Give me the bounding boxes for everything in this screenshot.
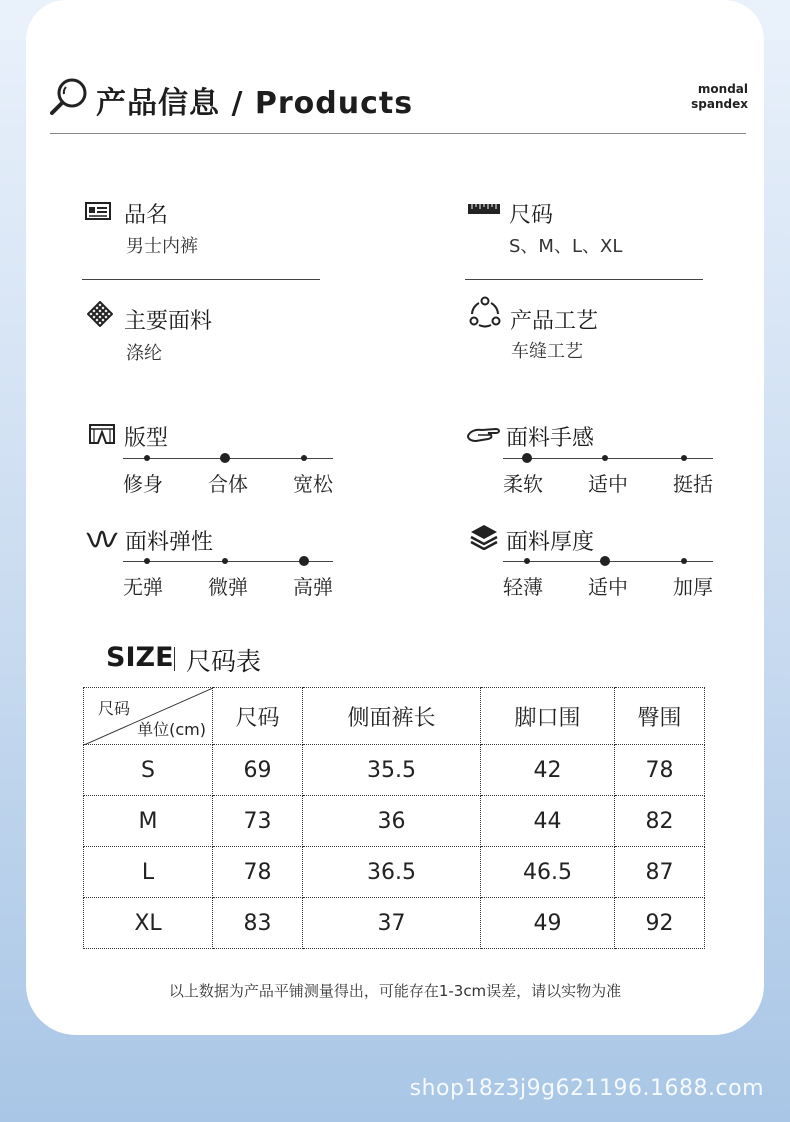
table-cell: 83 <box>213 898 303 949</box>
table-cell: 36.5 <box>303 847 481 898</box>
ruler-icon <box>468 198 500 220</box>
scale-dot <box>144 558 150 564</box>
scale-option: 微弹 <box>208 575 248 599</box>
info-value-fabric: 涤纶 <box>126 343 162 364</box>
table-row <box>84 898 705 949</box>
size-title-divider <box>174 647 175 671</box>
table-cell: 82 <box>614 796 704 847</box>
scale-dot <box>222 558 228 564</box>
column-header: 尺码 <box>213 688 303 745</box>
scale-dot <box>144 455 150 461</box>
brand-line-2: spandex <box>691 97 748 111</box>
scale-option: 修身 <box>123 472 163 496</box>
info-title-fabric: 主要面料 <box>124 309 213 334</box>
table-cell: 46.5 <box>480 847 614 898</box>
id-card-icon <box>84 200 112 222</box>
info-divider-left <box>82 279 320 280</box>
info-title-size: 尺码 <box>509 203 554 228</box>
corner-label-size: 尺码 <box>98 699 131 718</box>
brand-label <box>691 82 748 112</box>
table-cell: 37 <box>303 898 481 949</box>
scale-option: 加厚 <box>673 575 713 599</box>
scale-option: 宽松 <box>293 472 333 496</box>
size-table <box>83 687 705 949</box>
scale-option: 柔软 <box>503 472 543 496</box>
scale-selected-dot <box>522 453 532 463</box>
page-title-en: / Products <box>220 86 414 121</box>
table-cell: 69 <box>213 745 303 796</box>
brand-line-1: mondal <box>697 82 748 96</box>
scale-selected-dot <box>299 556 309 566</box>
corner-label-unit: 单位(cm) <box>137 720 206 739</box>
table-cell: 35.5 <box>303 745 481 796</box>
scale-option: 无弹 <box>123 575 163 599</box>
scale-option: 轻薄 <box>503 575 543 599</box>
table-row <box>84 847 705 898</box>
shop-watermark: shop18z3j9g621196.1688.com <box>409 1076 764 1101</box>
column-header: 脚口围 <box>480 688 614 745</box>
table-cell: 87 <box>614 847 704 898</box>
scale-selected-dot <box>220 453 230 463</box>
stretch-wave-icon <box>86 528 118 550</box>
scale-title-thickness: 面料厚度 <box>506 530 595 555</box>
table-cell: 42 <box>480 745 614 796</box>
size-title-cn: 尺码表 <box>186 647 262 676</box>
table-cell: 78 <box>614 745 704 796</box>
scale-title-fit: 版型 <box>124 426 169 451</box>
size-title-en: SIZE <box>106 642 174 673</box>
page-title-cn: 产品信息 <box>96 86 220 121</box>
table-cell: 73 <box>213 796 303 847</box>
table-cell: L <box>84 847 213 898</box>
scale-dot <box>301 455 307 461</box>
table-row <box>84 745 705 796</box>
scale-option: 适中 <box>588 575 628 599</box>
scale-option: 高弹 <box>293 575 333 599</box>
shorts-icon <box>88 423 116 445</box>
table-corner-cell <box>84 688 213 745</box>
scale-dot <box>681 558 687 564</box>
info-title-name: 品名 <box>124 203 169 228</box>
scale-dot <box>681 455 687 461</box>
info-value-craft: 车缝工艺 <box>511 341 583 362</box>
table-cell: 49 <box>480 898 614 949</box>
table-cell: 78 <box>213 847 303 898</box>
hand-icon <box>466 424 502 446</box>
column-header: 侧面裤长 <box>303 688 481 745</box>
scale-title-touch: 面料手感 <box>506 426 595 451</box>
info-value-name: 男士内裤 <box>126 236 198 257</box>
measurement-note: 以上数据为产品平铺测量得出，可能存在1-3cm误差，请以实物为准 <box>168 982 622 1000</box>
scale-dot <box>524 558 530 564</box>
scale-option: 挺括 <box>673 472 713 496</box>
scale-title-stretch: 面料弹性 <box>125 530 214 555</box>
scale-selected-dot <box>600 556 610 566</box>
header-divider <box>50 133 746 134</box>
table-cell: XL <box>84 898 213 949</box>
column-header: 臀围 <box>614 688 704 745</box>
table-cell: 36 <box>303 796 481 847</box>
card-top <box>26 0 764 80</box>
info-title-craft: 产品工艺 <box>510 309 599 334</box>
page-title <box>96 78 413 122</box>
table-header-row <box>84 688 705 745</box>
magnifier-icon <box>48 76 90 122</box>
table-cell: S <box>84 745 213 796</box>
table-row <box>84 796 705 847</box>
layers-icon <box>470 524 498 550</box>
process-cycle-icon <box>469 296 501 328</box>
info-divider-right <box>465 279 703 280</box>
scale-option: 合体 <box>208 472 248 496</box>
info-value-size: S、M、L、XL <box>509 236 623 257</box>
table-cell: 44 <box>480 796 614 847</box>
fabric-weave-icon <box>86 303 114 325</box>
scale-dot <box>602 455 608 461</box>
scale-option: 适中 <box>588 472 628 496</box>
table-cell: 92 <box>614 898 704 949</box>
table-cell: M <box>84 796 213 847</box>
